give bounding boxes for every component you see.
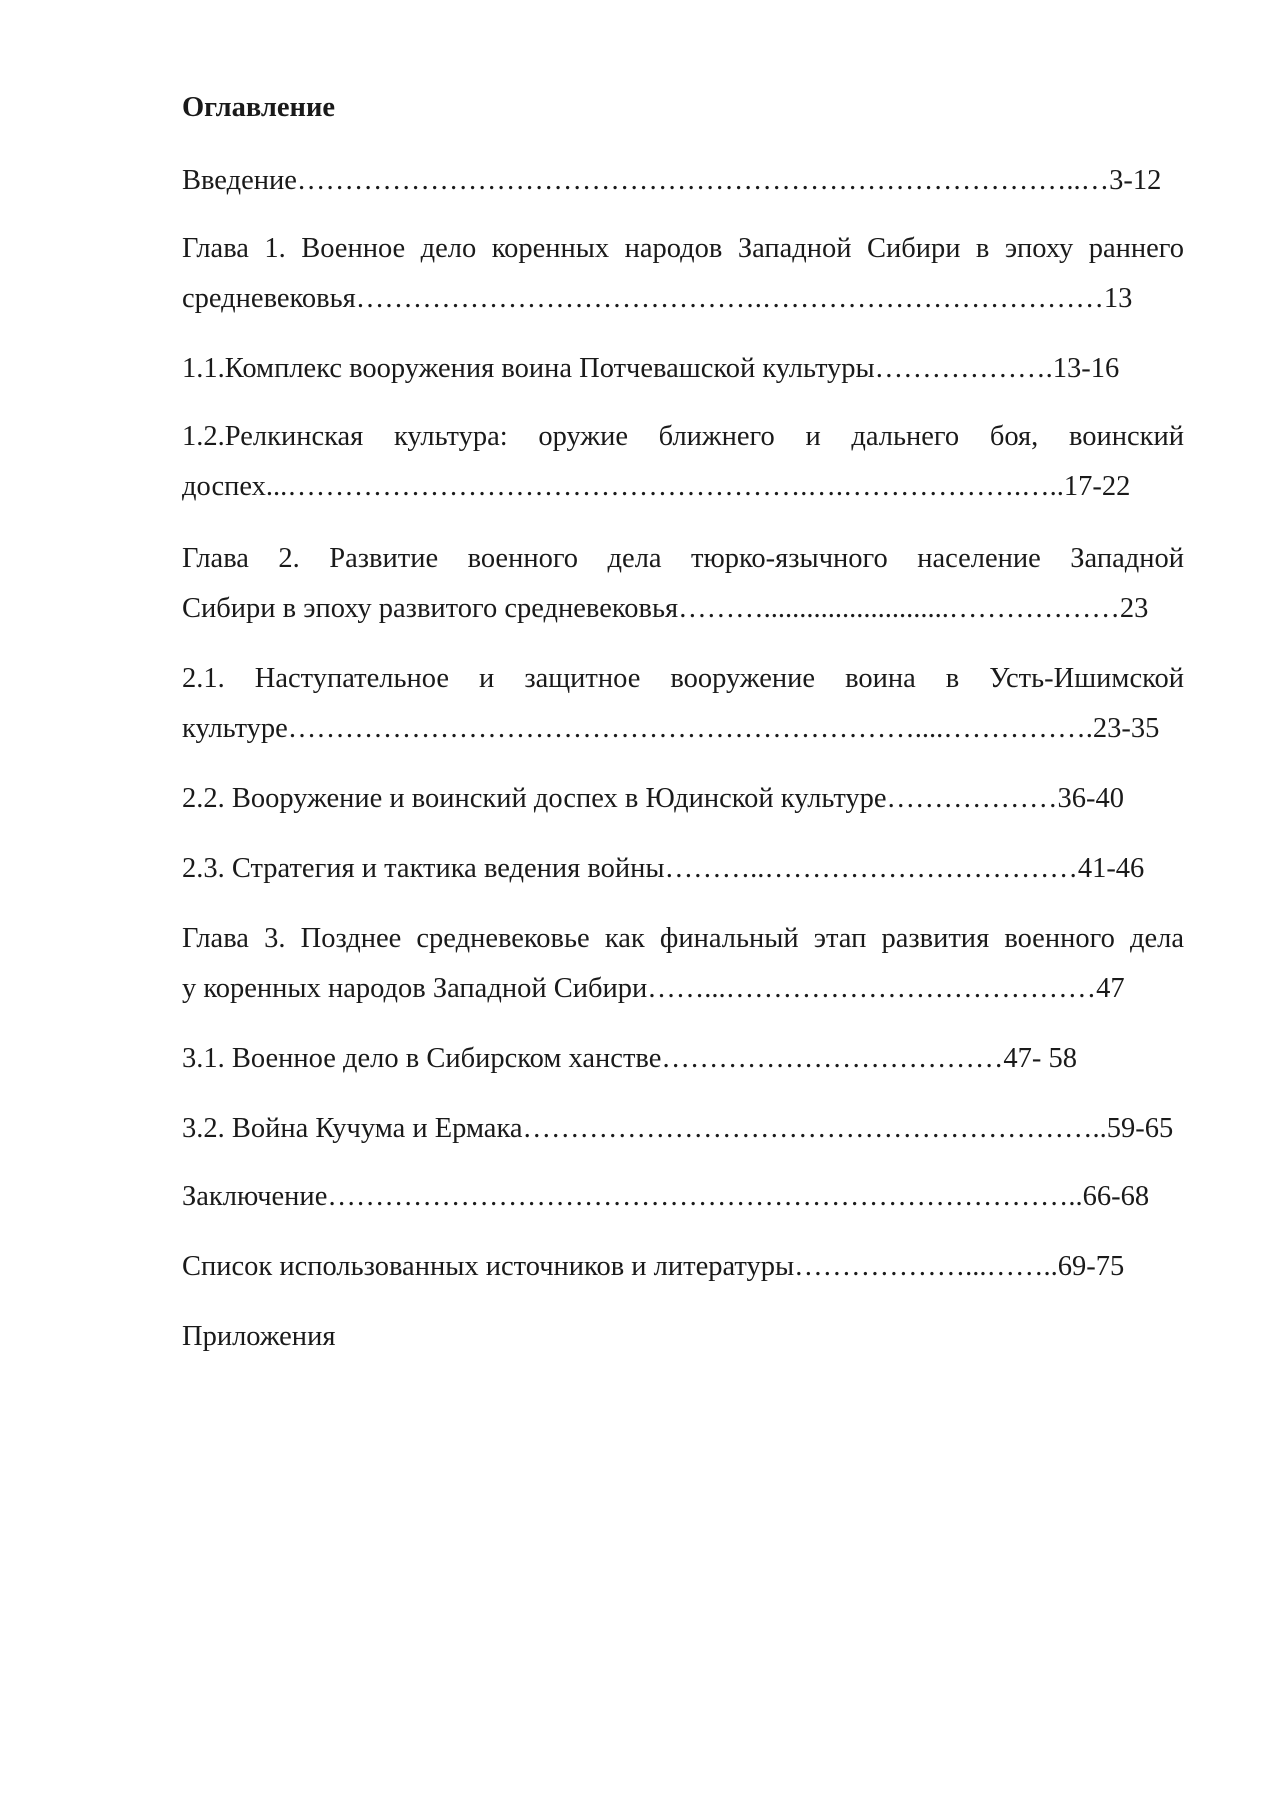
toc-entry-text: Глава 2. Развитие военного дела тюрко-язычного население Западной [182,543,1184,574]
toc-entry-3-1 [182,1034,1184,1084]
toc-entry-text: Введение………………………………………………………………………..…3-12 [182,165,1162,196]
toc-entry-chapter-1 [182,224,1184,324]
toc-entry-text: 2.2. Вооружение и воинский доспех в Юдинской культуре………………36-40 [182,783,1125,814]
toc-entry-chapter-3 [182,914,1184,1014]
toc-entry-text: Заключение……………………………………………………………………..66-68 [182,1181,1150,1212]
toc-entry-1-1 [182,344,1184,394]
toc-entry-text: Глава 1. Военное дело коренных народов Западной Сибири в эпоху раннего [182,233,1184,264]
toc-entry-references [182,1242,1184,1292]
toc-entry-text: 2.3. Стратегия и тактика ведения войны………..……………………………41-46 [182,853,1145,884]
toc-entry-text-cont: культуре…………………………………………………………....…………….23-35 [182,713,1160,744]
toc-entry-text-cont: доспех...……………………………………………….….……………….…..17-22 [182,471,1131,502]
toc-entry-text-cont: средневековья…………………………………….………………………………13 [182,283,1133,314]
toc-entry-2-3 [182,844,1184,894]
toc-heading: Оглавление [182,92,336,123]
toc-entry-text: 1.1.Комплекс вооружения воина Потчевашской культуры……………….13-16 [182,353,1120,384]
toc-entry-chapter-2 [182,534,1184,634]
toc-entry-text: 3.1. Военное дело в Сибирском ханстве………………………………47- 58 [182,1043,1077,1074]
toc-entry-text-cont: у коренных народов Западной Сибири……...…………………………………47 [182,973,1125,1004]
toc-entry-2-2 [182,774,1184,824]
toc-entry-conclusion [182,1172,1184,1222]
toc-entry-text: Список использованных источников и литературы………………...……..69-75 [182,1251,1125,1282]
toc-entry-3-2 [182,1104,1184,1154]
toc-entry-intro [182,156,1184,206]
toc-entry-2-1 [182,654,1184,754]
toc-entry-appendices [182,1312,1184,1362]
toc-entry-text: 2.1. Наступательное и защитное вооружение воина в Усть-Ишимской [182,663,1184,694]
toc-entry-text-cont: Сибири в эпоху развитого средневековья………..........................………………23 [182,593,1149,624]
toc-entry-text: Глава 3. Позднее средневековье как финальный этап развития военного дела [182,923,1184,954]
toc-entry-text: 1.2.Релкинская культура: оружие ближнего и дальнего боя, воинский [182,421,1184,452]
toc-entry-text: Приложения [182,1321,336,1352]
toc-entry-1-2 [182,412,1184,512]
toc-entry-text: 3.2. Война Кучума и Ермака……………………………………………………..59-65 [182,1113,1174,1144]
